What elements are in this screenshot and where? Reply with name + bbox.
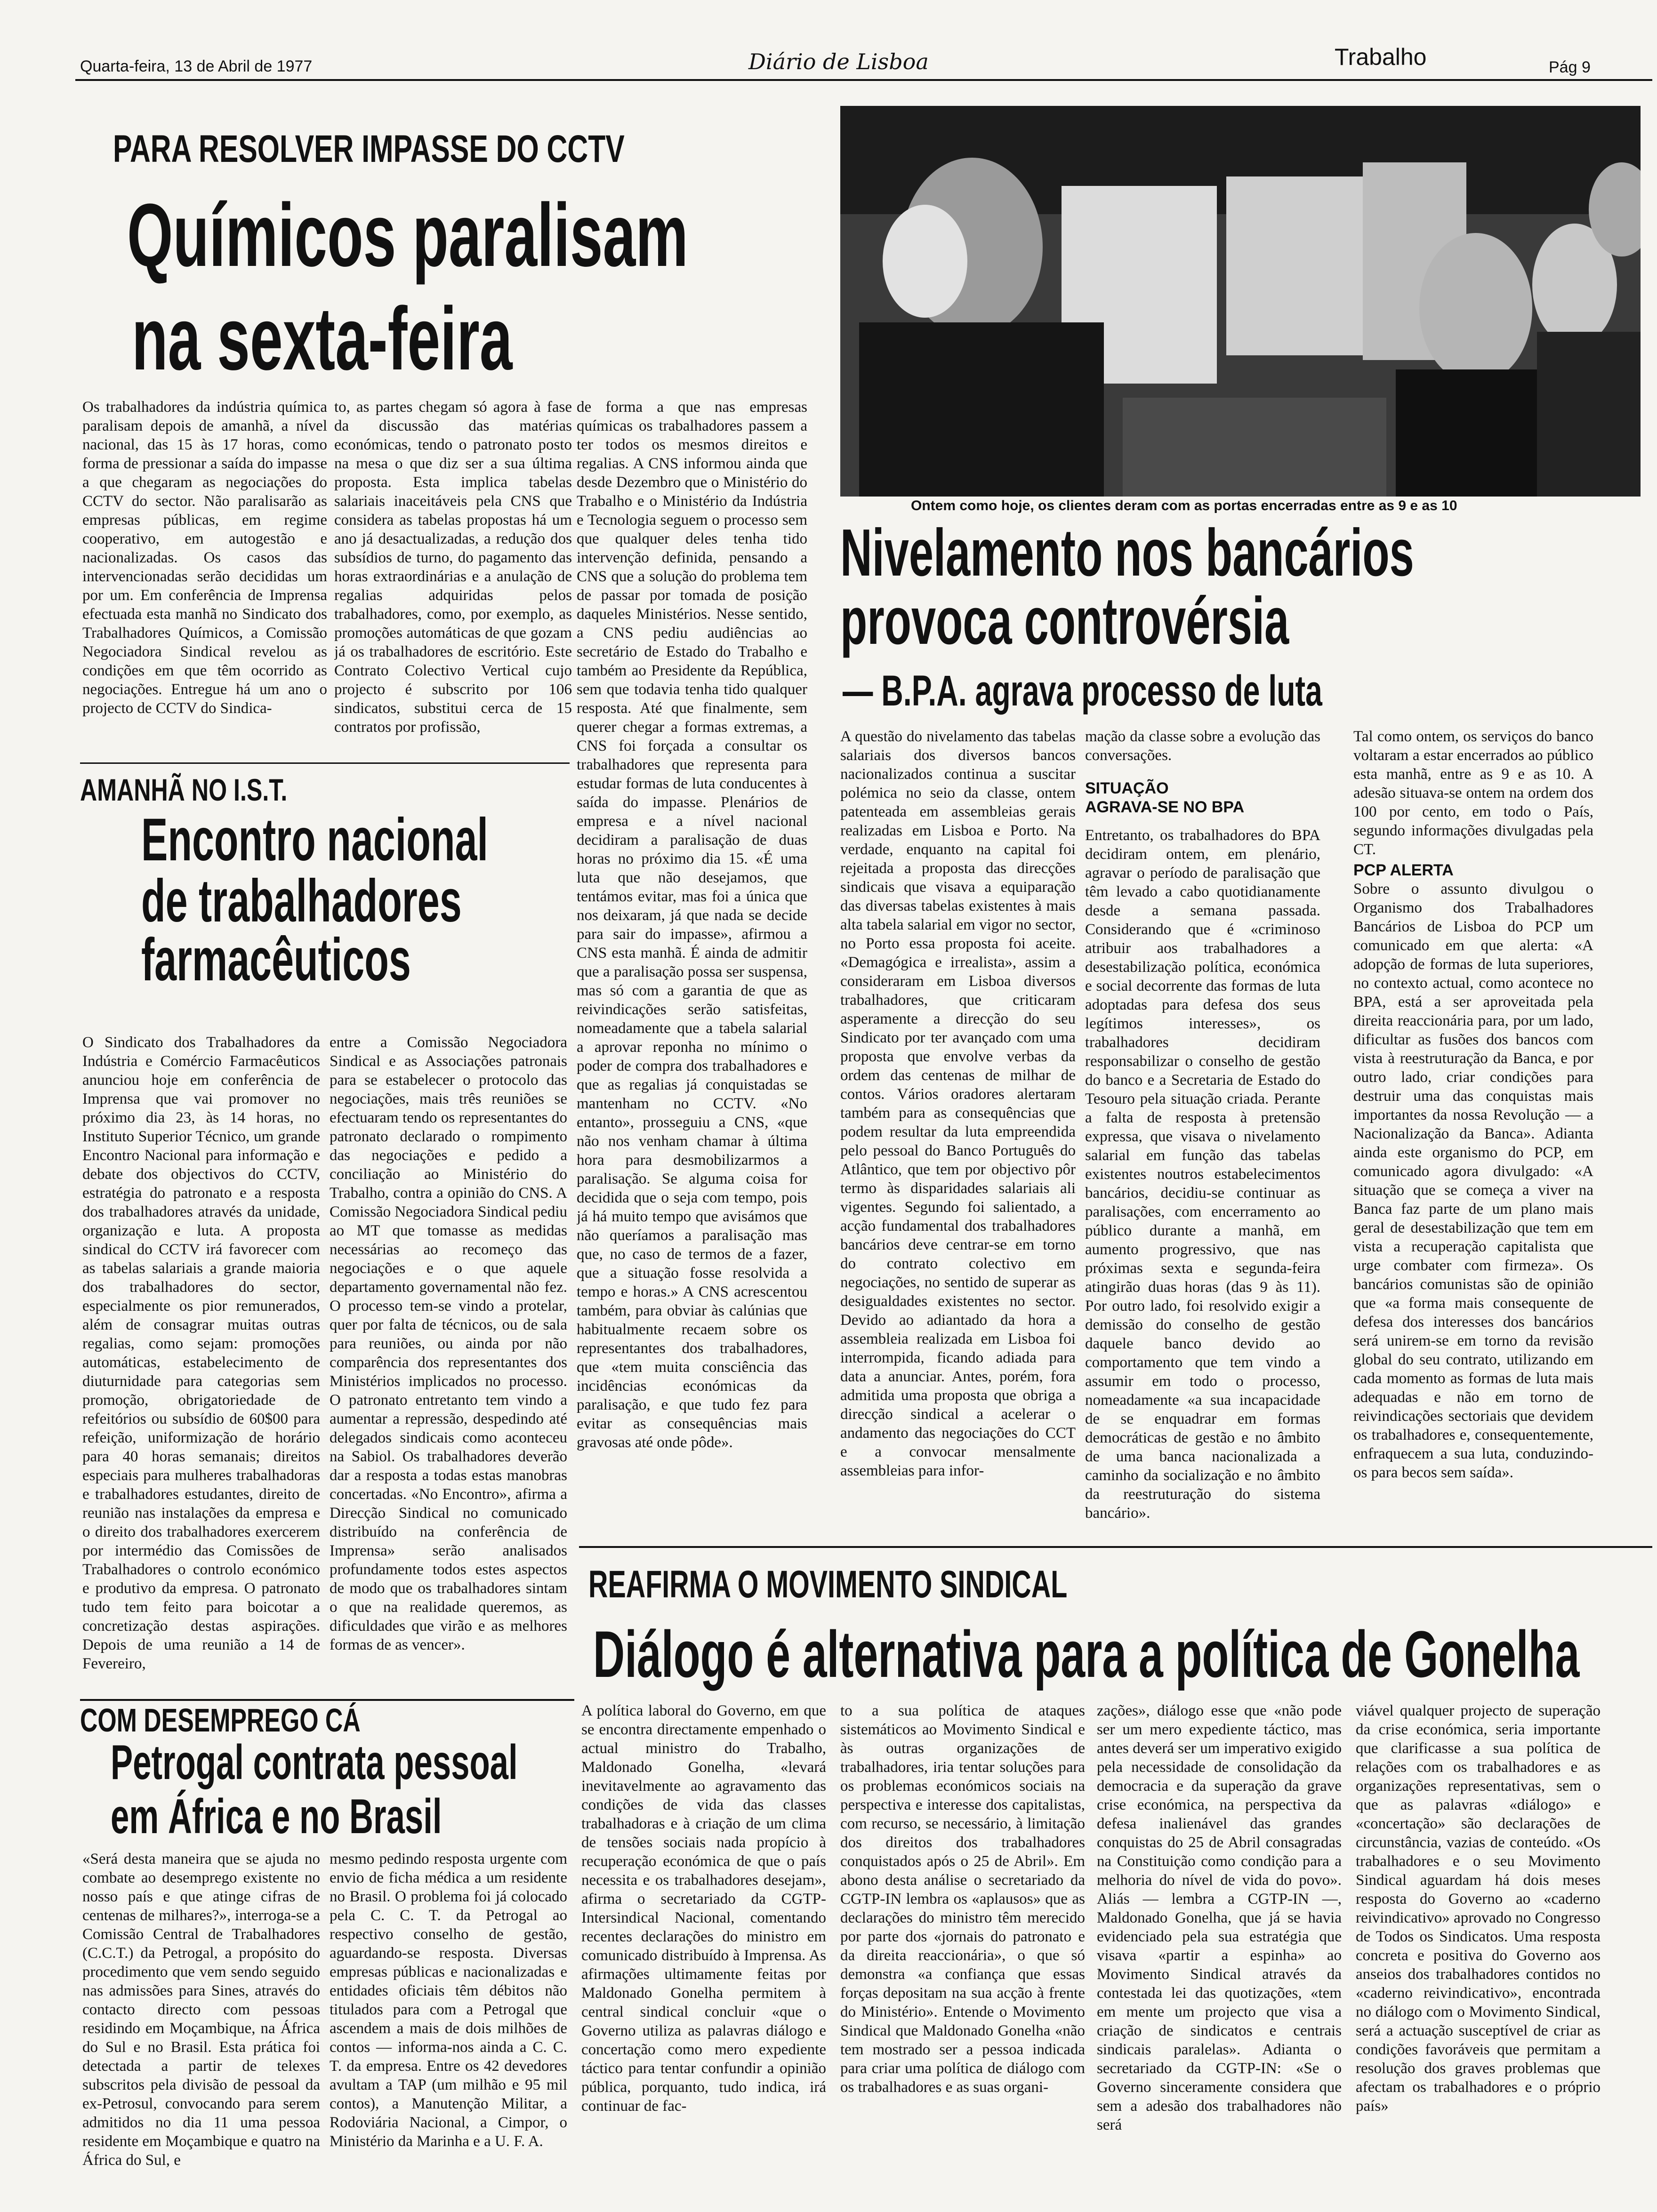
art1-title-line1: Químicos paralisam	[127, 185, 688, 285]
art4-title-line2: provoca controvérsia	[840, 584, 1289, 658]
art4-col3-wrapper	[1353, 727, 1593, 1537]
art4-col2-body: Entretanto, os trabalhadores do BPA decidiram ontem, em plenário, agravar o período de paralisação que têm levado a cabo quotidianamente desde a semana passada. Considerando que é «criminoso atribuir aos trabalhadores a desestabilização política, económica e social decorrente das formas de luta adoptadas para defesa dos seus legítimos interesses», os trabalhadores decidiram responsabilizar o conselho de gestão do banco e a Secretaria de Estado do Tesouro pela situação criada. Perante a falta de resposta à pretensão expressa, que visava o nivelamento salarial em função das tabelas existentes noutros estabelecimentos bancários, decidiu-se continuar as paralisações, com encerramento ao público durante a manhã, em aumento progressivo, que nas próximas sexta e segunda-feira atingirão duas horas (das 9 às 11). Por outro lado, foi resolvido exigir a demissão do conselho de gestão daquele banco devido ao comportamento que tem vindo a assumir em todo o processo, nomeadamente «a sua incapacidade de se enquadrar em formas democráticas de gestão e no âmbito de uma banca nacionalizada a caminho da socialização e no âmbito da reestruturação do sistema bancário».	[1085, 827, 1320, 1522]
art3-title-line1: Petrogal contrata pessoal	[111, 1735, 518, 1790]
art2-col1: O Sindicato dos Trabalhadores da Indústria e Comércio Farmacêuticos anunciou hoje em conferência de Imprensa que vai promover no próximo dia 23, às 14 horas, no Instituto Superior Técnico, um grande Encontro Nacional para informação e debate dos objectivos do CCTV, estratégia do patronato e a resposta dos trabalhadores através da unidade, organização e luta. A proposta sindical do CCTV irá favorecer com as tabelas salariais a grande maioria dos trabalhadores do sector, especialmente os pior remunerados, além de consagrar muitas outras regalias, como sejam: promoções automáticas, estabelecimento de diuturnidade para categorias sem promoção, obrigatoriedade de refeitórios ou subsídio de 60$00 para refeição, uniformização de horário para 40 horas semanais; direitos especiais para mulheres trabalhadoras e trabalhadores estudantes, direito de reunião nas instalações da empresa e o direito dos trabalhadores exercerem por intermédio das Comissões de Trabalhadores o controlo económico e produtivo da empresa. O patronato tudo tem feito para boicotar a concretização destas aspirações. Depois de uma reunião a 14 de Fevereiro,	[82, 1034, 320, 1672]
art2-title-line3: farmacêuticos	[141, 926, 411, 994]
art3-col2: mesmo pedindo resposta urgente com envio de ficha médica a um residente no Brasil. O problema foi já colocado pela C. C. T. da Petrogal ao respectivo conselho de gestão, aguardando-se resposta. Diversas empresas públicas e nacionalizadas e entidades oficiais têm débitos não titulados para com a Petrogal que ascendem a mais de dois milhões de contos — informa-nos ainda a C. C. T. da empresa. Entre os 42 devedores avultam a TAP (um milhão e 95 mil contos), a Manutenção Militar, a Rodoviária Nacional, a Cimpor, o Ministério da Marinha e a U. F. A.	[330, 1851, 567, 2150]
art2-title-line1: Encontro nacional	[141, 806, 488, 874]
divider-art2-art3	[80, 1699, 574, 1701]
art1-col2: to, as partes chegam só agora à fase da discussão das matérias económicas, tendo o patronato posto na mesa o que diz ser a sua última proposta. Esta implica tabelas salariais inaceitáveis pela CNS que considera as tabelas propostas há um ano já desactualizadas, a redução dos subsídios de turno, do pagamento das horas extraordinárias e a anulação de regalias adquiridas pelos trabalhadores, como, por exemplo, as promoções automáticas de que gozam já os trabalhadores de escritório. Este Contrato Colectivo Vertical cujo projecto é subscrito por 106 sindicatos, substitui cerca de 15 contratos por profissão,	[334, 399, 572, 736]
art2-kicker: AMANHÃ NO I.S.T.	[80, 772, 288, 807]
art4-col3-intro: Tal como ontem, os serviços do banco voltaram a estar encerrados ao público esta manhã, entre as 9 e as 10. A adesão situava-se ontem na ordem dos 100 por cento, em todo o País, segundo informações divulgadas pela CT.	[1353, 728, 1593, 858]
divider-art1-art2	[80, 762, 570, 764]
art1-col3: de forma a que nas empresas químicas os trabalhadores passem a ter todos os mesmos direitos e regalias. A CNS informou ainda que desde Dezembro que o Ministério do Trabalho e o Ministério da Indústria e Tecnologia seguem o processo sem que qualquer deles tenha tido intervenção definida, pensando a CNS que a solução do problema tem de passar por tomada de posição daqueles Ministérios. Nesse sentido, a CNS pediu audiências ao secretário de Estado do Trabalho e também ao Presidente da República, sem que todavia tenha tido qualquer resposta. Até que finalmente, sem querer chegar a formas extremas, a CNS foi forçada a consultar os trabalhadores que representa para estudar formas de luta conducentes à saída do impasse. Plenários de empresa e a nível nacional decidiram a paralisação de duas horas no próximo dia 15. «É uma luta que não desejamos, que tentámos evitar, mas foi a única que nos deixaram, já que nada se decide para sair do impasse», afirmou a CNS esta manhã. É ainda de admitir que a paralisação possa ser suspensa, mas só com a garantia de que as reivindicações serão satisfeitas, nomeadamente que a tabela salarial a aprovar reponha no mínimo o poder de compra dos trabalhadores e que as regalias já conquistadas se mantenham no CCTV. «No entanto», prosseguiu a CNS, «que não nos venham chamar à última hora para desmobilizarmos a paralisação. Se alguma coisa for decidida que o seja com tempo, pois já há muito tempo que avisámos que não queríamos a paralisação mas que, no caso de termos de a fazer, que a situação fosse resolvida a tempo e horas.» A CNS acrescentou também, para obviar às calúnias que habitualmente recaem sobre os representantes dos trabalhadores, que «tem muita consciência das incidências económicas da paralisação, e que tudo fez para evitar as consequências mais gravosas até onde pôde».	[577, 399, 807, 1451]
header-date: Quarta-feira, 13 de Abril de 1977	[80, 57, 313, 75]
art5-col1: A política laboral do Governo, em que se encontra directamente empenhado o actual ministro do Trabalho, Maldonado Gonelha, «levará inevitavelmente ao agravamento das condições de vida das classes trabalhadoras e à criação de um clima de tensões sociais nada propício à recuperação económica de que o país necessita e os trabalhadores desejam», afirma o secretariado da CGTP-Intersindical Nacional, comentando recentes declarações do ministro em comunicado distribuído à Imprensa. As afirmações ultimamente feitas por Maldonado Gonelha permitem à central sindical concluir «que o Governo utiliza as palavras diálogo e concertação como mero expediente táctico para tentar confundir a opinião pública, porquanto, tudo indica, irá continuar de fac-	[581, 1702, 826, 2115]
art5-col4: viável qualquer projecto de superação da crise económica, seria importante que clarificasse a sua política de relações com os trabalhadores e as organizações representativas, sem o que as palavras «diálogo» e «concertação» são declarações de circunstância, vazias de conteúdo. «Os trabalhadores e o seu Movimento Sindical aguardam há dois meses resposta do Governo ao «caderno reivindicativo» aprovado no Congresso de Todos os Sindicatos. Uma resposta concreta e positiva do Governo aos anseios dos trabalhadores contidos no «caderno reivindicativo», encontrada no diálogo com o Movimento Sindical, será a actuação susceptível de criar as condições favoráveis que permitam a resolução dos graves problemas que afectam os trabalhadores e o próprio país»	[1356, 1702, 1601, 2115]
art4-col2-wrapper	[1085, 727, 1320, 1537]
photo-caption: Ontem como hoje, os clientes deram com as portas encerradas entre as 9 e as 10	[911, 498, 1457, 513]
divider-art4-art5	[579, 1546, 1652, 1548]
art3-kicker: COM DESEMPREGO CÁ	[80, 1702, 361, 1739]
art5-col2: to a sua política de ataques sistemáticos ao Movimento Sindical e às outras organizações de trabalhadores, iria tentar soluções para os problemas económicos sociais na perspectiva e interesse dos capitalistas, com recurso, se necessário, à limitação dos direitos dos trabalhadores conquistados após o 25 de Abril». Em abono desta análise o secretariado da CGTP-IN lembra os «aplausos» que as declarações do ministro têm merecido por parte dos «jornais do patronato e da direita reaccionária», o que só demonstra «a confiança que essas forças depositam na sua acção à frente do Ministério». Entende o Movimento Sindical que Maldonado Gonelha «não tem mostrado ser a pessoa indicada para criar uma política de diálogo com os trabalhadores e as suas organi-	[840, 1702, 1085, 2096]
art2-title-line2: de trabalhadores	[141, 867, 462, 935]
art2-col2: entre a Comissão Negociadora Sindical e as Associações patronais para se estabelecer o protocolo das negociações, mais três reuniões se efectuaram tendo os representantes do patronato declarado o rompimento das negociações e pedido a conciliação ao Ministério do Trabalho, contra a opinião do CNS. A Comissão Negociadora Sindical pediu ao MT que tomasse as medidas necessárias ao recomeço das negociações e o que aquele departamento governamental não fez. O processo tem-se vindo a protelar, quer por falta de técnicos, ou de sala para reuniões, ou ainda por não comparência dos representantes dos Ministérios implicados no processo. O patronato entretanto tem vindo a aumentar a repressão, despedindo até delegados sindicais como aconteceu na Sabiol. Os trabalhadores deverão dar a resposta a todas estas manobras concertadas. «No Encontro», afirma a Direcção Sindical no comunicado distribuído na conferência de Imprensa» serão analisados profundamente todos estes aspectos de modo que os trabalhadores sintam o que na realidade queremos, as dificuldades que virão e as melhores formas de as vencer».	[330, 1034, 567, 1653]
news-photo	[840, 106, 1641, 497]
art5-kicker: REAFIRMA O MOVIMENTO SINDICAL	[588, 1563, 1068, 1606]
art1-title-line2: na sexta-feira	[132, 289, 513, 389]
art4-col1: A questão do nivelamento das tabelas salariais dos diversos bancos nacionalizados continua a suscitar polémica no seio da classe, ontem patenteada em assembleias gerais realizadas em Lisboa e Porto. Na verdade, enquanto na capital foi rejeitada a proposta das direcções sindicais que visava a equiparação das diversas tabelas existentes à mais alta tabela salarial em vigor no sector, no Porto essa proposta foi aceite. «Demagógica e irrealista», assim a consideraram em Lisboa diversos trabalhadores, que criticaram asperamente a direcção do seu Sindicato por ter avançado com uma proposta que envolve verbas da ordem das centenas de milhar de contos. Vários oradores alertaram também para as consequências que podem resultar da luta empreendida pelo pessoal do Banco Português do Atlântico, que tem por objectivo pôr termo às disparidades salariais ali vigentes. Segundo foi salientado, a acção fundamental dos trabalhadores bancários deve centrar-se em torno do contrato colectivo em negociações, no sentido de superar as desigualdades existentes no sector. Devido ao adiantado da hora a assembleia realizada em Lisboa foi interrompida, ficando adiada para data a anunciar. Antes, porém, fora admitida uma proposta que obriga a direcção sindical a acelerar o andamento das negociações do CCT e a convocar mensalmente assembleias para infor-	[840, 728, 1076, 1479]
art1-col1: Os trabalhadores da indústria química paralisam depois de amanhã, a nível nacional, das 15 às 17 horas, como forma de pressionar a saída do impasse a que chegaram as negociações do CCTV do sector. Não paralisarão as empresas públicas, em regime cooperativo, em autogestão e nacionalizadas. Os casos das intervencionadas serão decididas um por um. Em conferência de Imprensa efectuada esta manhã no Sindicato dos Trabalhadores Químicos, a Comissão Negociadora Sindical revelou as condições em que têm ocorrido as negociações. Entregue há um ano o projecto de CCTV do Sindica-	[82, 399, 327, 717]
art4-col2-intro: mação da classe sobre a evolução das conversações.	[1085, 728, 1320, 764]
art1-kicker: PARA RESOLVER IMPASSE DO CCTV	[113, 128, 625, 170]
art4-col3-body: Sobre o assunto divulgou o Organismo dos Trabalhadores Bancários de Lisboa do PCP um comunicado em que alerta: «A adopção de formas de luta superiores, no contexto actual, como acontece no BPA, está a ser aproveitada pela direita reaccionária para, por um lado, dificultar as fusões dos bancos com vista à reestruturação da Banca, e por outro lado, criar condições para destruir uma das conquistas mais importantes da nossa Revolução — a Nacionalização da Banca». Adianta ainda este organismo do PCP, em comunicado agora divulgado: «A situação que se começa a viver na Banca faz parte de um plano mais geral de desestabilização que tem em vista a recuperação capitalista que urge combater com firmeza». Os bancários comunistas são de opinião que «a forma mais consequente de defesa dos interesses dos bancários será unirem-se em torno da revisão global do seu contrato, utilizando em cada momento as formas de luta mais adequadas e não em torno de reivindicações sectoriais que devidem os trabalhadores e, consequentemente, enfraquecem a sua luta, conduzindo-os para becos sem saída».	[1353, 881, 1593, 1481]
art4-subtitle: — B.P.A. agrava processo de luta	[843, 667, 1322, 715]
art3-col1: «Será desta maneira que se ajuda no combate ao desemprego existente no nosso país e que atinge cifras de centenas de milhares?», interroga-se a Comissão Central de Trabalhadores (C.C.T.) da Petrogal, a propósito do procedimento que vem sendo seguido nas admissões para Sines, através do contacto directo com pessoas residindo em Moçambique, na África do Sul e no Brasil. Esta prática foi detectada a partir de telexes subscritos pela divisão de pessoal da ex-Petrosul, convocando para serem admitidos no dia 11 uma pessoa residente em Moçambique e quatro na África do Sul, e	[82, 1851, 320, 2169]
art4-subhead-situacao: SITUAÇÃO	[1085, 779, 1169, 797]
art5-title: Diálogo é alternativa para a política de Gonelha	[593, 1617, 1580, 1691]
section-label: Trabalho	[1335, 44, 1427, 70]
photo-illustration	[840, 106, 1641, 497]
header-rule	[75, 79, 1652, 81]
art3-title-line2: em África e no Brasil	[111, 1789, 442, 1844]
masthead: Diário de Lisboa	[748, 49, 929, 74]
art5-col3: zações», diálogo esse que «não pode ser um mero expediente táctico, mas antes deverá ser um imperativo exigido pela necessidade de consolidação da democracia e da superação da grave crise económica, na perspectiva da defesa inalienável das grandes conquistas do 25 de Abril consagradas na Constituição como condição para a melhoria do nível de vida do povo». Aliás — lembra a CGTP-IN —, Maldonado Gonelha, que já se havia evidenciado pela sua estratégia que visava «partir a espinha» ao Movimento Sindical através da contestada lei das quotizações, «tem em mente um projecto que visa a criação de sindicatos e centrais sindicais paralelas». Adianta o secretariado da CGTP-IN: «Se o Governo sinceramente considera que sem a adesão dos trabalhadores não será	[1097, 1702, 1342, 2133]
art4-subhead-pcp: PCP ALERTA	[1353, 861, 1454, 879]
page-number: Pág 9	[1549, 58, 1591, 76]
art4-title-line1: Nivelamento nos bancários	[840, 515, 1414, 590]
art4-subhead-bpa: AGRAVA-SE NO BPA	[1085, 798, 1245, 816]
